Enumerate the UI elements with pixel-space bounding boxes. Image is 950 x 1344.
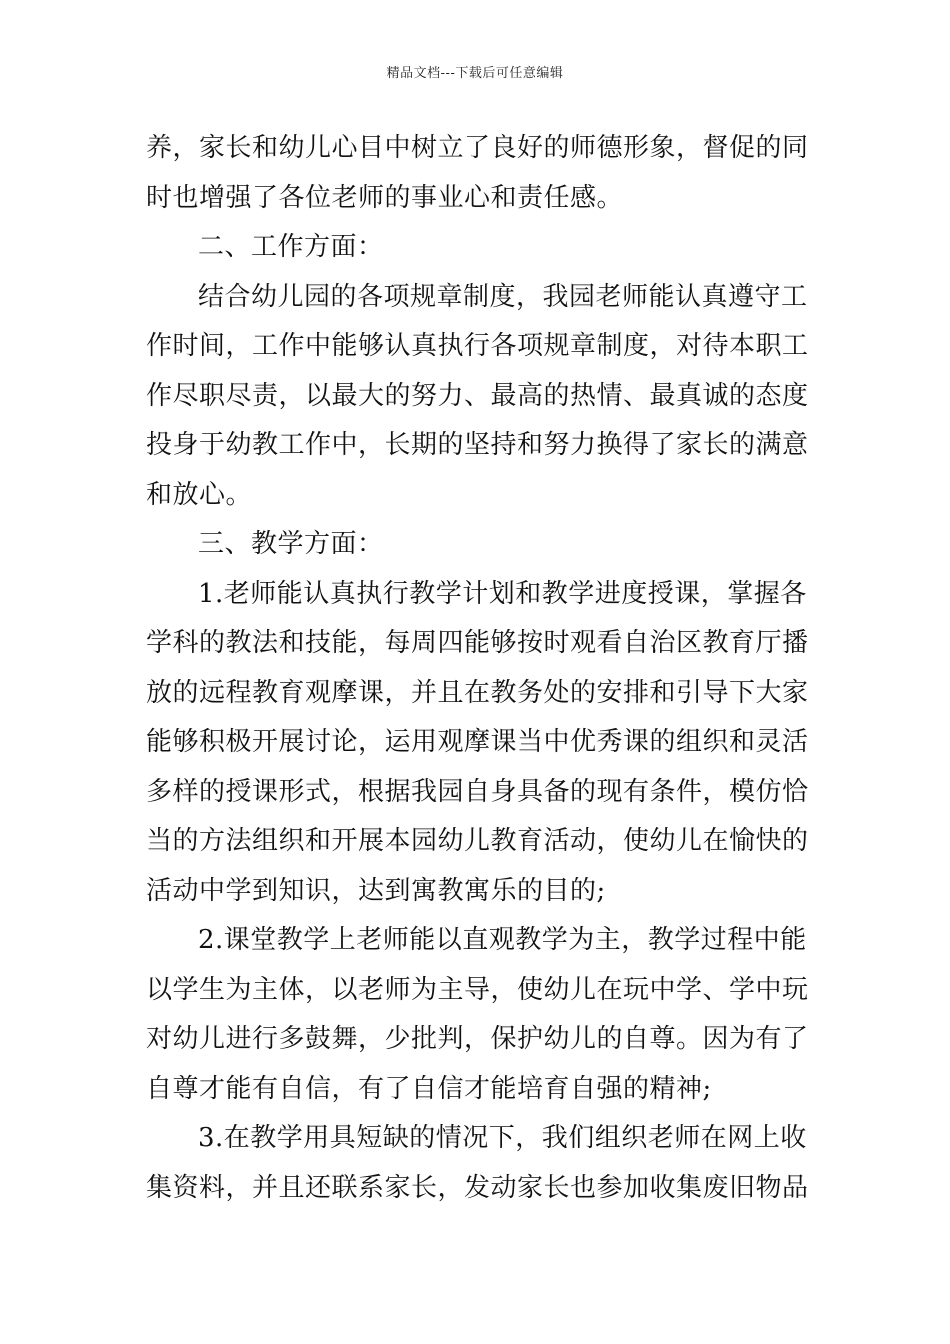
text-line: 能够积极开展讨论，运用观摩课当中优秀课的组织和灵活	[146, 727, 809, 757]
text-line: 放的远程教育观摩课，并且在教务处的安排和引导下大家	[146, 677, 809, 708]
text-line: 以学生为主体，以老师为主导，使幼儿在玩中学、学中玩	[146, 974, 809, 1005]
text-line: 和放心。	[146, 479, 253, 510]
text-line: 学科的教法和技能，每周四能够按时观看自治区教育厅播	[146, 628, 809, 658]
section-heading	[146, 520, 810, 570]
text-line: 三、教学方面：	[198, 529, 384, 559]
text-line: 作尽职尽责，以最大的努力、最高的热情、最真诚的态度	[146, 380, 809, 411]
paragraph	[146, 570, 810, 917]
text-line: 2.课堂教学上老师能以直观教学为主，教学过程中能	[198, 925, 807, 955]
paragraph	[146, 124, 810, 223]
text-line: 二、工作方面：	[198, 232, 384, 262]
text-line: 时也增强了各位老师的事业心和责任感。	[146, 182, 624, 213]
paragraph	[146, 916, 810, 1114]
text-line: 投身于幼教工作中，长期的坚持和努力换得了家长的满意	[146, 430, 809, 460]
text-line: 自尊才能有自信，有了自信才能培育自强的精神;	[146, 1073, 712, 1104]
section-heading	[146, 223, 810, 273]
text-line: 养，家长和幼儿心目中树立了良好的师德形象，督促的同	[146, 133, 809, 163]
text-line: 当的方法组织和开展本园幼儿教育活动，使幼儿在愉快的	[146, 826, 809, 856]
text-line: 集资料，并且还联系家长，发动家长也参加收集废旧物品	[146, 1172, 809, 1203]
document-body	[146, 124, 810, 1213]
paragraph	[146, 1114, 810, 1213]
text-line: 作时间，工作中能够认真执行各项规章制度，对待本职工	[146, 331, 809, 361]
text-line: 结合幼儿园的各项规章制度，我园老师能认真遵守工	[198, 281, 808, 312]
paragraph	[146, 273, 810, 521]
text-line: 对幼儿进行多鼓舞，少批判，保护幼儿的自尊。因为有了	[146, 1024, 809, 1054]
text-line: 多样的授课形式，根据我园自身具备的现有条件，模仿恰	[146, 776, 809, 807]
text-line: 3.在教学用具短缺的情况下，我们组织老师在网上收	[198, 1123, 807, 1153]
text-line: 1.老师能认真执行教学计划和教学进度授课，掌握各	[198, 578, 807, 609]
text-line: 活动中学到知识，达到寓教寓乐的目的;	[146, 875, 606, 906]
page-header: 精品文档---下载后可任意编辑	[386, 66, 564, 81]
